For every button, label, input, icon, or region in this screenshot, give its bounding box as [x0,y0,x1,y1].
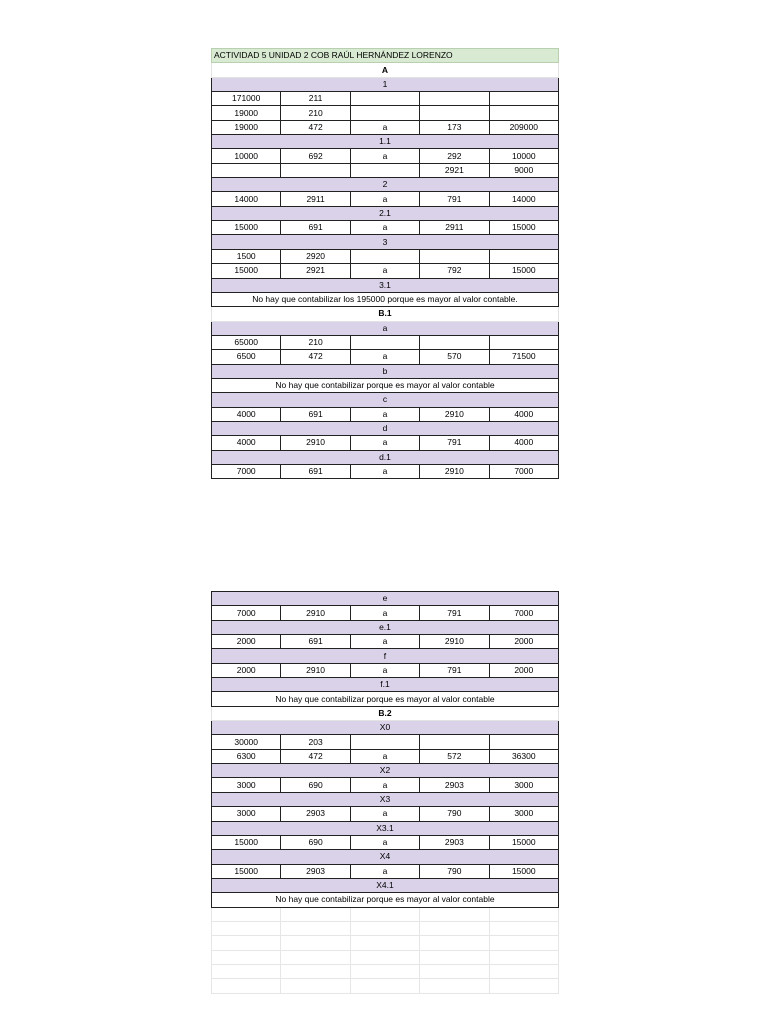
table-cell[interactable]: a [350,350,419,364]
row-label[interactable]: f [212,649,559,663]
table-cell[interactable]: 211 [281,92,350,106]
table-cell[interactable]: 2903 [420,835,489,849]
table-cell[interactable]: 1500 [212,249,281,263]
table-row [212,864,559,878]
table-cell[interactable]: 4000 [212,436,281,450]
table-cell[interactable]: 3000 [212,778,281,792]
table-cell[interactable]: 691 [281,221,350,235]
table-cell[interactable] [350,92,419,106]
table-row [212,149,559,163]
table-cell[interactable]: a [350,864,419,878]
table-cell[interactable]: a [350,436,419,450]
entry-label-band [212,135,559,149]
row-label[interactable]: A [212,63,559,77]
table-cell[interactable] [420,335,489,349]
table-cell[interactable]: 2920 [281,249,350,263]
table-cell[interactable]: a [350,120,419,134]
table-cell[interactable]: 292 [420,149,489,163]
table-cell[interactable]: 15000 [212,221,281,235]
table-cell[interactable]: 30000 [212,735,281,749]
entry-label-band [212,649,559,663]
table-row [212,464,559,478]
table-cell[interactable]: 2910 [420,464,489,478]
table-body [212,49,559,479]
table-cell[interactable]: 15000 [489,864,558,878]
table-row [212,635,559,649]
empty-cell[interactable] [212,921,281,935]
table-row [212,249,559,263]
table-cell[interactable]: 2910 [281,606,350,620]
empty-cell[interactable] [489,964,558,978]
table-cell[interactable]: 15000 [489,264,558,278]
table-row [212,120,559,134]
table-cell[interactable]: 2903 [420,778,489,792]
table-cell[interactable]: a [350,635,419,649]
table-cell[interactable] [350,335,419,349]
table-cell[interactable]: 210 [281,335,350,349]
row-label[interactable]: a [212,321,559,335]
table-row [212,735,559,749]
entry-label-band [212,850,559,864]
section-heading-row [212,63,559,77]
table-cell[interactable] [420,92,489,106]
note-row [212,893,559,907]
table-row [212,192,559,206]
empty-cell[interactable] [281,964,350,978]
table-cell[interactable]: 19000 [212,120,281,134]
empty-row [212,907,559,921]
entry-label-band [212,792,559,806]
entry-label-band [212,764,559,778]
table-body [212,592,559,994]
table-cell[interactable]: 15000 [489,835,558,849]
entry-label-band [212,678,559,692]
table-row [212,335,559,349]
table-row [212,163,559,177]
table-cell[interactable]: 3000 [212,807,281,821]
entry-label-band [212,393,559,407]
table-cell[interactable]: 173 [420,120,489,134]
table-cell[interactable]: 19000 [212,106,281,120]
table-cell[interactable]: a [350,221,419,235]
table-cell[interactable]: 14000 [489,192,558,206]
table-cell[interactable]: 7000 [212,606,281,620]
entry-label-band [212,278,559,292]
row-label[interactable]: B.2 [212,706,559,720]
table-cell[interactable] [489,92,558,106]
table-cell[interactable]: 691 [281,464,350,478]
table-cell[interactable] [489,735,558,749]
entry-label-band [212,721,559,735]
table-cell[interactable]: 6500 [212,350,281,364]
row-label[interactable]: d.1 [212,450,559,464]
table-cell[interactable]: 171000 [212,92,281,106]
table-row [212,221,559,235]
empty-cell[interactable] [489,950,558,964]
row-label[interactable]: 2.1 [212,206,559,220]
table-row [212,835,559,849]
row-label[interactable]: 3 [212,235,559,249]
table-cell[interactable]: 14000 [212,192,281,206]
entry-label-band [212,178,559,192]
table-cell[interactable]: 2921 [420,163,489,177]
row-label[interactable]: X3.1 [212,821,559,835]
table-cell[interactable]: a [350,807,419,821]
table-cell[interactable]: 791 [420,436,489,450]
empty-cell[interactable] [350,979,419,993]
table-cell[interactable]: 570 [420,350,489,364]
note-text[interactable]: No hay que contabilizar porque es mayor al valor contable [212,692,559,706]
empty-cell[interactable] [350,936,419,950]
table-cell[interactable]: 2910 [420,407,489,421]
table-cell[interactable]: 2000 [212,635,281,649]
table-cell[interactable]: 15000 [489,221,558,235]
row-label[interactable]: e.1 [212,620,559,634]
row-label[interactable]: X2 [212,764,559,778]
empty-cell[interactable] [489,921,558,935]
table-cell[interactable] [420,249,489,263]
entry-label-band [212,878,559,892]
empty-cell[interactable] [212,979,281,993]
table-cell[interactable]: a [350,407,419,421]
table-row [212,350,559,364]
empty-cell[interactable] [420,950,489,964]
table-cell[interactable]: 572 [420,749,489,763]
row-label[interactable]: 1.1 [212,135,559,149]
sheet-title[interactable]: ACTIVIDAD 5 UNIDAD 2 COB RAÚL HERNÁNDEZ LORENZO [212,49,559,63]
table-row [212,106,559,120]
empty-row [212,950,559,964]
empty-row [212,979,559,993]
table-cell[interactable]: 791 [420,606,489,620]
row-label[interactable]: f.1 [212,678,559,692]
accounting-table-2 [211,591,559,994]
row-label[interactable]: 3.1 [212,278,559,292]
table-cell[interactable]: 209000 [489,120,558,134]
entry-label-band [212,321,559,335]
note-text[interactable]: No hay que contabilizar los 195000 porque es mayor al valor contable. [212,292,559,306]
table-cell[interactable]: 71500 [489,350,558,364]
table-cell[interactable] [420,106,489,120]
table-cell[interactable]: 2903 [281,807,350,821]
table-cell[interactable]: 691 [281,635,350,649]
table-row [212,407,559,421]
table-cell[interactable] [489,106,558,120]
table-cell[interactable]: 792 [420,264,489,278]
table-cell[interactable]: 472 [281,350,350,364]
table-cell[interactable]: 10000 [489,149,558,163]
empty-cell[interactable] [281,950,350,964]
empty-cell[interactable] [350,964,419,978]
table-cell[interactable]: 15000 [212,835,281,849]
table-cell[interactable]: a [350,149,419,163]
empty-cell[interactable] [350,950,419,964]
table-cell[interactable]: a [350,778,419,792]
empty-cell[interactable] [212,936,281,950]
table-cell[interactable]: 4000 [489,436,558,450]
table-cell[interactable]: 690 [281,835,350,849]
table-cell[interactable]: 2911 [281,192,350,206]
row-label[interactable]: X4.1 [212,878,559,892]
empty-cell[interactable] [489,907,558,921]
row-label[interactable]: X3 [212,792,559,806]
note-row [212,292,559,306]
table-cell[interactable]: 690 [281,778,350,792]
table-cell[interactable]: 15000 [212,264,281,278]
table-cell[interactable]: 691 [281,407,350,421]
row-label[interactable]: b [212,364,559,378]
table-row [212,663,559,677]
table-cell[interactable] [350,163,419,177]
empty-cell[interactable] [420,964,489,978]
entry-label-band [212,421,559,435]
row-label[interactable]: X0 [212,721,559,735]
table-cell[interactable]: 36300 [489,749,558,763]
note-text[interactable]: No hay que contabilizar porque es mayor al valor contable [212,378,559,392]
empty-cell[interactable] [281,979,350,993]
accounting-table-1 [211,48,559,479]
section-heading-row [212,307,559,321]
table-cell[interactable] [350,106,419,120]
table-cell[interactable] [212,163,281,177]
note-text[interactable]: No hay que contabilizar porque es mayor al valor contable [212,893,559,907]
table-cell[interactable] [489,249,558,263]
table-cell[interactable]: 2911 [420,221,489,235]
table-cell[interactable]: a [350,663,419,677]
table-cell[interactable]: 2910 [281,436,350,450]
table-cell[interactable]: 15000 [212,864,281,878]
table-row [212,807,559,821]
empty-cell[interactable] [420,979,489,993]
row-label[interactable]: e [212,592,559,606]
table-cell[interactable]: a [350,192,419,206]
table-cell[interactable]: 203 [281,735,350,749]
entry-label-band [212,821,559,835]
table-row [212,436,559,450]
table-cell[interactable]: 3000 [489,778,558,792]
table-cell[interactable]: 2000 [212,663,281,677]
empty-cell[interactable] [489,979,558,993]
table-cell[interactable]: 7000 [212,464,281,478]
empty-cell[interactable] [350,921,419,935]
empty-cell[interactable] [281,907,350,921]
empty-cell[interactable] [281,921,350,935]
table-cell[interactable]: 2910 [281,663,350,677]
entry-label-band [212,206,559,220]
entry-label-band [212,592,559,606]
table-cell[interactable]: 791 [420,663,489,677]
table-cell[interactable]: 7000 [489,464,558,478]
table-cell[interactable]: 790 [420,864,489,878]
row-label[interactable]: B.1 [212,307,559,321]
table-cell[interactable]: 2903 [281,864,350,878]
row-label[interactable]: d [212,421,559,435]
table-cell[interactable]: 4000 [212,407,281,421]
empty-cell[interactable] [489,936,558,950]
table-cell[interactable]: 692 [281,149,350,163]
accounting-sheet-page-1 [211,48,558,479]
entry-label-band [212,450,559,464]
empty-cell[interactable] [212,950,281,964]
table-cell[interactable]: 9000 [489,163,558,177]
entry-label-band [212,77,559,91]
table-row [212,749,559,763]
table-cell[interactable]: 10000 [212,149,281,163]
empty-cell[interactable] [420,936,489,950]
empty-cell[interactable] [212,907,281,921]
empty-row [212,921,559,935]
table-cell[interactable] [350,249,419,263]
table-cell[interactable]: a [350,464,419,478]
table-cell[interactable]: 6300 [212,749,281,763]
row-label[interactable]: 2 [212,178,559,192]
note-row [212,378,559,392]
table-cell[interactable]: 472 [281,749,350,763]
accounting-sheet-page-2 [211,591,558,994]
row-label[interactable]: 1 [212,77,559,91]
sheet-title-row [212,49,559,63]
table-cell[interactable] [489,335,558,349]
table-cell[interactable]: 65000 [212,335,281,349]
empty-cell[interactable] [420,921,489,935]
table-cell[interactable]: a [350,264,419,278]
table-cell[interactable]: 790 [420,807,489,821]
table-cell[interactable] [420,735,489,749]
section-heading-row [212,706,559,720]
row-label[interactable]: X4 [212,850,559,864]
table-cell[interactable]: 2910 [420,635,489,649]
table-cell[interactable]: 3000 [489,807,558,821]
note-row [212,692,559,706]
table-cell[interactable]: 2000 [489,635,558,649]
table-cell[interactable]: 2000 [489,663,558,677]
entry-label-band [212,364,559,378]
row-label[interactable]: c [212,393,559,407]
empty-cell[interactable] [420,907,489,921]
table-cell[interactable]: 210 [281,106,350,120]
table-cell[interactable]: 2921 [281,264,350,278]
table-cell[interactable]: 4000 [489,407,558,421]
table-row [212,778,559,792]
table-cell[interactable]: a [350,606,419,620]
empty-row [212,936,559,950]
table-row [212,92,559,106]
table-row [212,606,559,620]
table-cell[interactable]: a [350,749,419,763]
empty-cell[interactable] [281,936,350,950]
entry-label-band [212,235,559,249]
table-cell[interactable]: 791 [420,192,489,206]
entry-label-band [212,620,559,634]
table-cell[interactable] [350,735,419,749]
table-row [212,264,559,278]
table-cell[interactable]: a [350,835,419,849]
empty-cell[interactable] [350,907,419,921]
empty-cell[interactable] [212,964,281,978]
table-cell[interactable]: 472 [281,120,350,134]
empty-row [212,964,559,978]
table-cell[interactable]: 7000 [489,606,558,620]
table-cell[interactable] [281,163,350,177]
